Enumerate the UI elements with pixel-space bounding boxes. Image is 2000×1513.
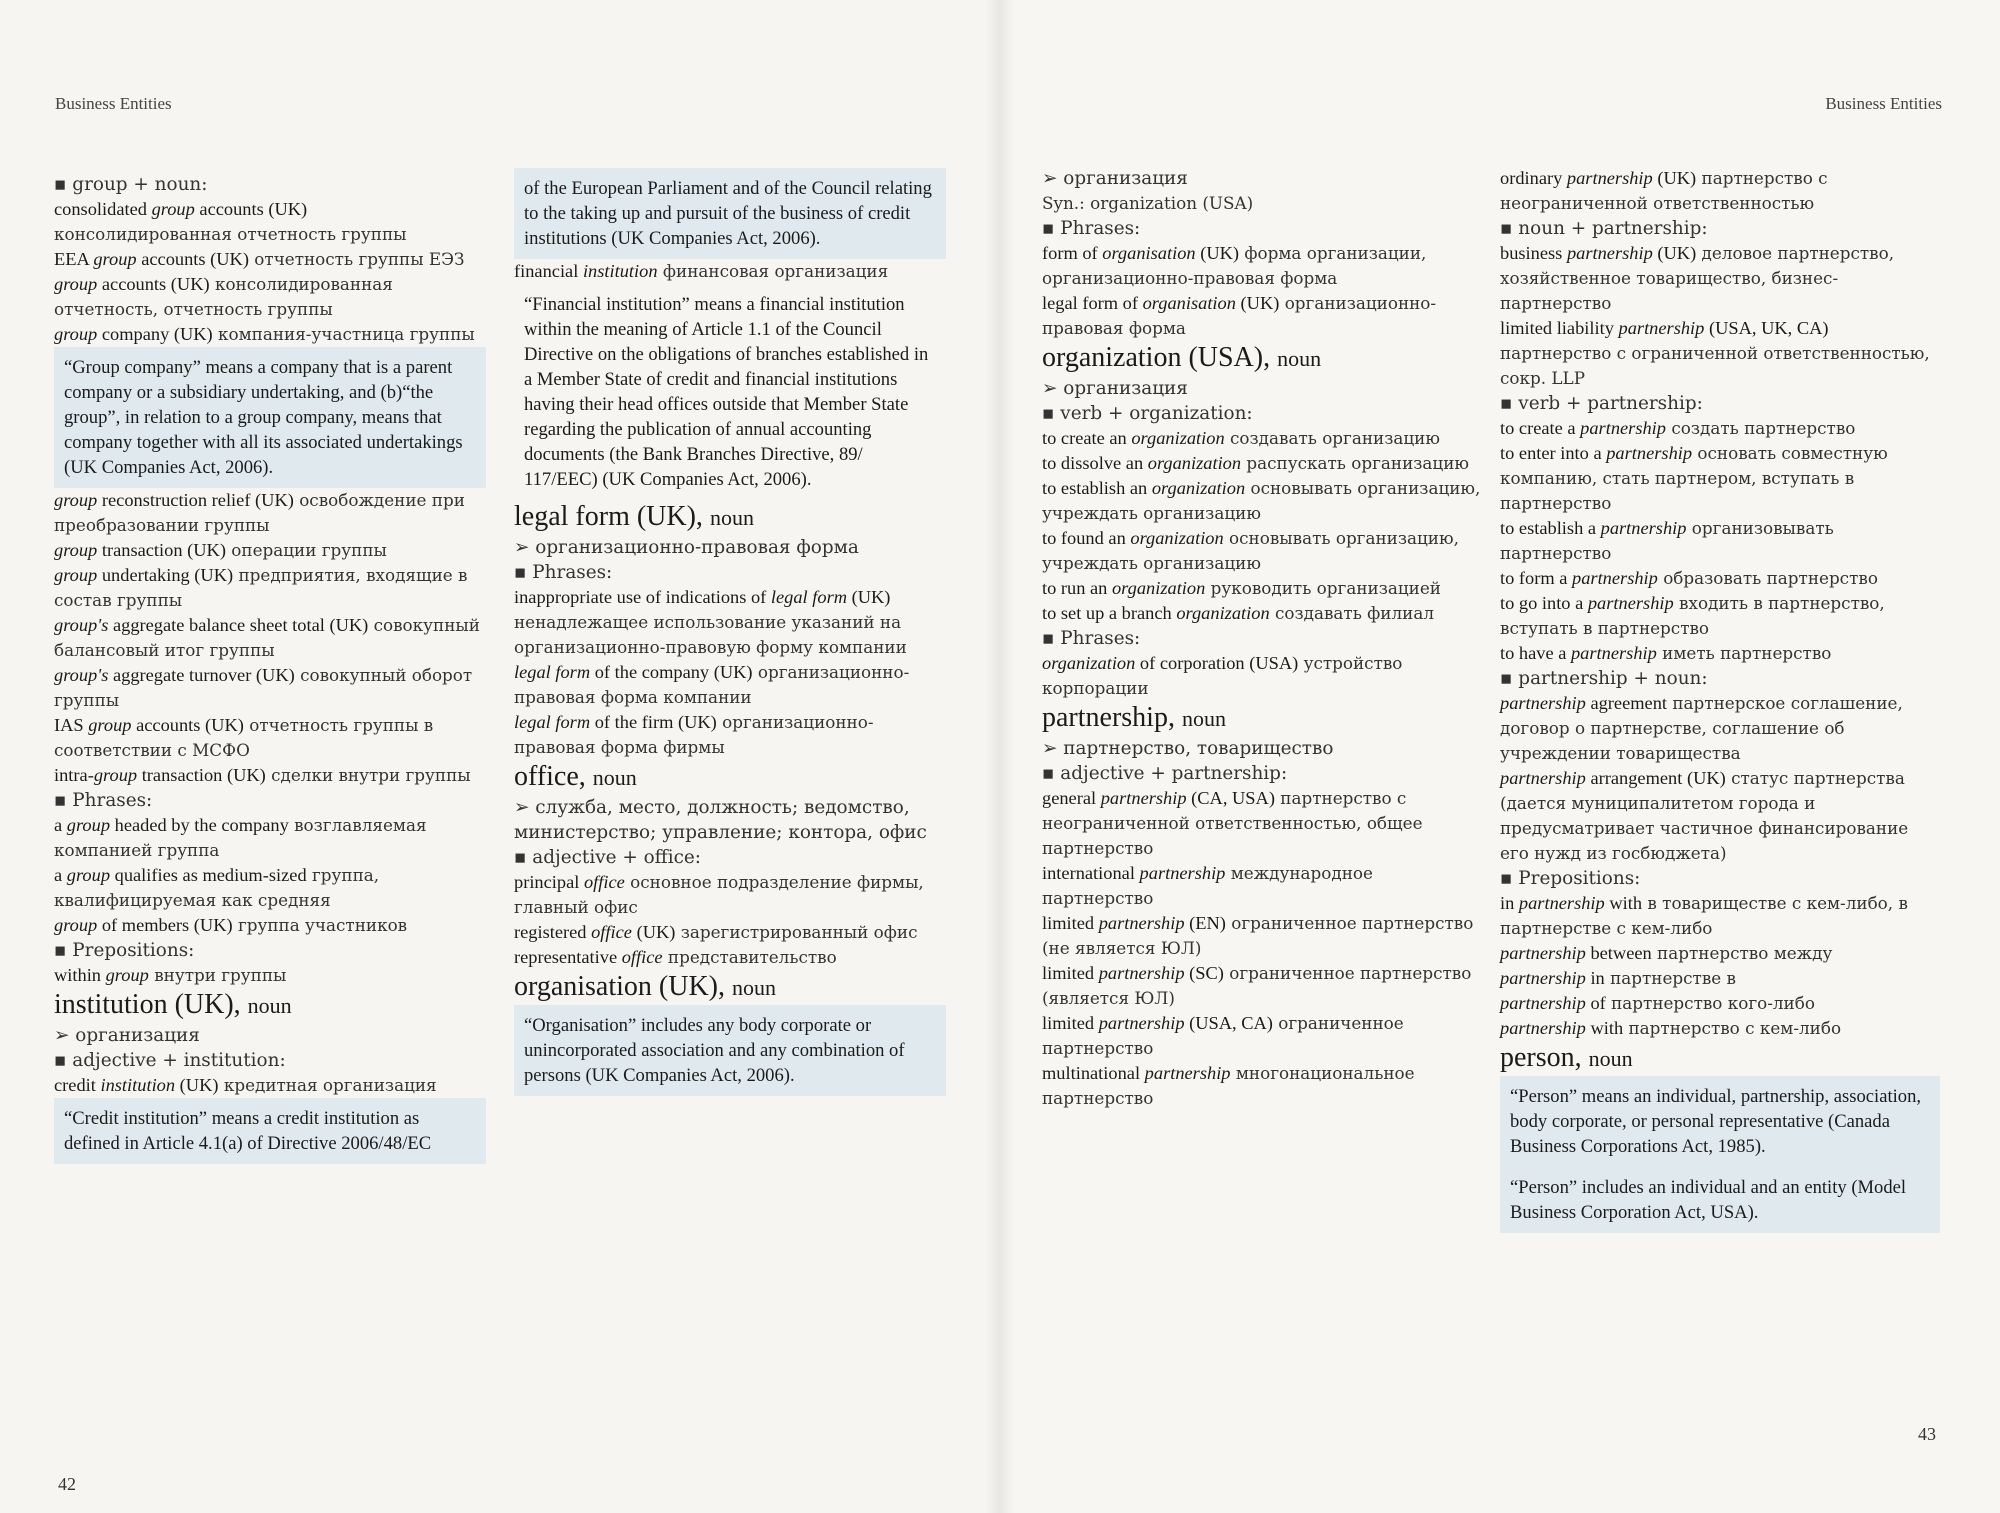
entry-russian: статус партнерства (дается муниципалитетом города и предусматривает частичное финансирование его нужд из госбюджета) xyxy=(1500,768,1909,863)
headword-text: partnership, xyxy=(1042,702,1175,733)
adj-office-block xyxy=(514,845,946,970)
part-of-speech: noun xyxy=(1277,346,1322,371)
dictionary-entry xyxy=(514,945,946,970)
headword-partnership xyxy=(1042,701,1482,736)
headword-organization-usa xyxy=(1042,341,1482,376)
entry-english: to go into a partnership xyxy=(1500,593,1674,613)
entry-english: partnership between xyxy=(1500,943,1652,963)
prepositions-label: ▪ Prepositions: xyxy=(54,940,195,961)
part-of-speech: noun xyxy=(709,505,754,530)
definition-box-person-2: “Person” includes an individual and an entity (Model Business Corporation Act, USA). xyxy=(1500,1167,1940,1233)
entry-english: limited partnership (EN) xyxy=(1042,913,1226,933)
entry-russian: создавать филиал xyxy=(1269,603,1435,623)
phrases-label: ▪ Phrases: xyxy=(1042,628,1141,649)
definition-box-group-company: “Group company” means a company that is a parent company or a subsidiary undertaking, and (b)“the group”, in relation to a group company, means that company together with all its associated undertakings (UK Companies Act, 2006). xyxy=(54,347,486,488)
dictionary-entry xyxy=(1500,891,1940,941)
dictionary-entry xyxy=(1500,991,1940,1016)
entry-russian: финансовая организация xyxy=(657,261,889,281)
column-2 xyxy=(514,168,946,1096)
entry-english: to enter into a partnership xyxy=(1500,443,1693,463)
headword-text: institution (UK), xyxy=(54,989,241,1020)
entry-english: limited liability partnership (USA, UK, CA) xyxy=(1500,318,1829,338)
entry-english: group company (UK) xyxy=(54,324,213,344)
dictionary-entry xyxy=(514,920,946,945)
entry-russian: партнерство с кем-либо xyxy=(1623,1018,1842,1038)
entry-russian: основывать организацию, учреждать организацию xyxy=(1042,478,1481,523)
entry-russian: возглавляемая компанией группа xyxy=(54,815,427,860)
entry-english: to have a partnership xyxy=(1500,643,1657,663)
dictionary-entry xyxy=(1042,651,1482,701)
column-4 xyxy=(1500,166,1940,1233)
entry-russian: партнерство с неограниченной ответственностью, общее партнерство xyxy=(1042,788,1423,858)
part-noun-block xyxy=(1500,666,1940,866)
entry-russian: деловое партнерство, хозяйственное товарищество, бизнес-партнерство xyxy=(1500,243,1895,313)
entry-russian: ограниченное партнерство (является ЮЛ) xyxy=(1042,963,1472,1008)
running-head-left: Business Entities xyxy=(55,94,172,113)
synonym: Syn.: organization (USA) xyxy=(1042,193,1254,213)
collocation-label: ▪ group + noun: xyxy=(54,174,208,195)
noun-part-block xyxy=(1500,216,1940,391)
dictionary-entry xyxy=(1500,591,1940,641)
entry-english: partnership in xyxy=(1500,968,1605,988)
entry-russian: организационно-правовая форма xyxy=(1042,293,1437,338)
collocation-label: ▪ adjective + partnership: xyxy=(1042,763,1288,784)
headword-text: legal form (UK), xyxy=(514,501,703,532)
entry-russian: сделки внутри группы xyxy=(265,765,471,785)
entry-english: limited partnership (SC) xyxy=(1042,963,1224,983)
entry-english: in partnership with xyxy=(1500,893,1643,913)
dictionary-entry xyxy=(1042,241,1482,291)
entry-list xyxy=(1500,416,1940,666)
dictionary-entry xyxy=(1500,766,1940,866)
entry-russian: партнерство с ограниченной ответственностью, сокр. LLP xyxy=(1500,343,1930,388)
entry-english: to establish a partnership xyxy=(1500,518,1687,538)
dictionary-entry xyxy=(1042,1011,1482,1061)
entry-russian: ограниченное партнерство xyxy=(1042,1013,1404,1058)
entry-english: group's aggregate balance sheet total (UK) xyxy=(54,615,369,635)
phrases-block xyxy=(54,788,486,938)
entry-russian: международное партнерство xyxy=(1042,863,1373,908)
collocation-label: ▪ noun + partnership: xyxy=(1500,218,1708,239)
dictionary-entry xyxy=(54,613,486,663)
collocation-label: ▪ verb + partnership: xyxy=(1500,393,1703,414)
dictionary-entry xyxy=(54,713,486,763)
entry-english: to create an organization xyxy=(1042,428,1225,448)
group-noun-block xyxy=(54,172,486,347)
entry-russian: отчетность группы в соответствии с МСФО xyxy=(54,715,434,760)
entry-russian: организационно-правовая форма фирмы xyxy=(514,712,874,757)
entry-list xyxy=(54,488,486,788)
dictionary-entry xyxy=(1500,241,1940,316)
entry-english: registered office (UK) xyxy=(514,922,676,942)
entry-russian: отчетность группы ЕЭЗ xyxy=(248,249,465,269)
entry-russian: партнерстве в xyxy=(1604,968,1737,988)
entry-english: partnership of xyxy=(1500,993,1606,1013)
entry-english: organization of corporation (USA) xyxy=(1042,653,1299,673)
entry-english: to found an organization xyxy=(1042,528,1224,548)
page-number-right: 43 xyxy=(1918,1424,1936,1444)
entry-russian: ненадлежащее использование указаний на организационно-правовую форму компании xyxy=(514,612,907,657)
dictionary-entry xyxy=(54,663,486,713)
part-of-speech: noun xyxy=(732,975,776,1000)
entry-english: general partnership (CA, USA) xyxy=(1042,788,1275,808)
entry-english: to create a partnership xyxy=(1500,418,1666,438)
running-head-right: Business Entities xyxy=(1825,94,1942,113)
entry-english: to set up a branch organization xyxy=(1042,603,1270,623)
entry-russian: образовать партнерство xyxy=(1657,568,1878,588)
definition-box-financial-institution: “Financial institution” means a financial institution within the meaning of Article 1.1 of the Council Directive on the obligations of branches established in a Member State of credit and financial institutions having their head offices outside that Member State regarding the publication of annual accounting documents (the Bank Branches Directive, 89/ 117/EEC) (UK Companies Act, 2006). xyxy=(524,294,929,490)
entry-russian: основное подразделение фирмы, главный офис xyxy=(514,872,924,917)
headword-text: organisation (UK), xyxy=(514,971,725,1002)
entry-list xyxy=(54,813,486,938)
dictionary-entry xyxy=(54,813,486,863)
entry-russian: представительство xyxy=(662,947,837,967)
entry-english: to dissolve an organization xyxy=(1042,453,1242,473)
dictionary-entry xyxy=(1042,601,1482,626)
translation: ➢ служба, место, должность; ведомство, министерство; управление; контора, офис xyxy=(514,797,927,843)
entry-russian: совокупный балансовый итог группы xyxy=(54,615,480,660)
dictionary-entry xyxy=(54,247,486,272)
entry-russian: зарегистрированный офис xyxy=(675,922,918,942)
entry-russian: создать партнерство xyxy=(1666,418,1856,438)
translation: ➢ организационно-правовая форма xyxy=(514,537,859,558)
prepositions-block xyxy=(54,938,486,988)
translation: ➢ организация xyxy=(54,1025,200,1046)
entry-english: EEA group accounts (UK) xyxy=(54,249,249,269)
entry-russian: основывать организацию, учреждать организацию xyxy=(1042,528,1459,573)
entry-russian: ограниченное партнерство (не является ЮЛ) xyxy=(1042,913,1474,958)
headword-text: person, xyxy=(1500,1042,1582,1073)
entry-english: within group xyxy=(54,965,149,985)
entry-english: form of organisation (UK) xyxy=(1042,243,1240,263)
headword-institution xyxy=(54,988,486,1023)
entry-english: inappropriate use of indications of legal form (UK) xyxy=(514,587,891,607)
dictionary-entry xyxy=(1042,961,1482,1011)
entry-russian: руководить организацией xyxy=(1205,578,1441,598)
right-page xyxy=(1000,0,2000,1513)
entry-english: group undertaking (UK) xyxy=(54,565,234,585)
entry-russian: группа, квалифицируемая как средняя xyxy=(54,865,380,910)
column-3 xyxy=(1042,166,1482,1111)
dictionary-entry xyxy=(1500,416,1940,441)
entry-english: group's aggregate turnover (UK) xyxy=(54,665,295,685)
dictionary-entry xyxy=(1042,476,1482,526)
entry-russian: партнерство между xyxy=(1651,943,1833,963)
headword-text: organization (USA), xyxy=(1042,342,1271,373)
prepositions-label: ▪ Prepositions: xyxy=(1500,868,1641,889)
entry-english: legal form of the company (UK) xyxy=(514,662,753,682)
entry-english: representative office xyxy=(514,947,663,967)
collocation-label: ▪ verb + organization: xyxy=(1042,403,1253,424)
dictionary-entry xyxy=(1500,691,1940,766)
part-of-speech: noun xyxy=(1181,706,1226,731)
dictionary-entry xyxy=(514,660,946,710)
dictionary-entry xyxy=(1500,1016,1940,1041)
ordinary-block xyxy=(1500,166,1940,216)
dictionary-entry xyxy=(54,1073,486,1098)
entry-russian: предприятия, входящие в состав группы xyxy=(54,565,468,610)
definition-box-continued: of the European Parliament and of the Council relating to the taking up and pursuit of the business of credit institutions (UK Companies Act, 2006). xyxy=(514,168,946,259)
entry-english: to form a partnership xyxy=(1500,568,1658,588)
phrases-label: ▪ Phrases: xyxy=(1042,218,1141,239)
entry-english: limited partnership (USA, CA) xyxy=(1042,1013,1273,1033)
fin-inst-line xyxy=(514,259,946,284)
entry-english: partnership arrangement (UK) xyxy=(1500,768,1726,788)
dictionary-entry xyxy=(1500,966,1940,991)
adj-part-block xyxy=(1042,761,1482,1111)
entry-list xyxy=(1042,426,1482,626)
adj-inst-block xyxy=(54,1048,486,1098)
entry-russian: входить в партнерство, вступать в партнерство xyxy=(1500,593,1885,638)
entry-english: financial institution xyxy=(514,261,658,281)
entry-english: partnership with xyxy=(1500,1018,1624,1038)
part-of-speech: noun xyxy=(247,993,292,1018)
entry-russian: освобождение при преобразовании группы xyxy=(54,490,465,535)
dictionary-entry xyxy=(54,563,486,613)
entry-list xyxy=(54,1073,486,1098)
entry-list xyxy=(514,870,946,970)
entry-list xyxy=(514,585,946,760)
dictionary-entry xyxy=(1500,316,1940,391)
entry-english: partnership agreement xyxy=(1500,693,1668,713)
dictionary-entry xyxy=(54,863,486,913)
entry-russian: группа участников xyxy=(232,915,408,935)
entry-english: to run an organization xyxy=(1042,578,1206,598)
dictionary-entry xyxy=(54,963,486,988)
dictionary-entry xyxy=(1042,451,1482,476)
entry-list xyxy=(1500,241,1940,391)
definition-box-credit-institution: “Credit institution” means a credit institution as defined in Article 4.1(a) of Directive 2006/48/EC xyxy=(54,1098,486,1164)
translation: ➢ партнерство, товарищество xyxy=(1042,738,1334,759)
entry-russian: консолидированная отчетность, отчетность группы xyxy=(54,274,393,319)
phrases-label: ▪ Phrases: xyxy=(54,790,153,811)
dictionary-entry xyxy=(1042,786,1482,861)
entry-english: group reconstruction relief (UK) xyxy=(54,490,294,510)
dictionary-entry xyxy=(514,710,946,760)
dictionary-entry xyxy=(1042,526,1482,576)
entry-russian: внутри группы xyxy=(148,965,287,985)
part-of-speech: noun xyxy=(592,765,637,790)
dictionary-entry xyxy=(514,870,946,920)
entry-list xyxy=(1500,691,1940,866)
group-more-block xyxy=(54,488,486,788)
entry-english: a group headed by the company xyxy=(54,815,289,835)
entry-english: intra-group transaction (UK) xyxy=(54,765,266,785)
translation: ➢ организация xyxy=(1042,378,1188,399)
entry-english: legal form of the firm (UK) xyxy=(514,712,717,732)
book-gutter xyxy=(985,0,1015,1513)
entry-list xyxy=(1042,651,1482,701)
legal-phrases-block xyxy=(514,560,946,760)
entry-english: a group qualifies as medium-sized xyxy=(54,865,307,885)
entry-russian: форма организации, организационно-правовая форма xyxy=(1042,243,1427,288)
entry-russian: компания-участница группы xyxy=(212,324,475,344)
dictionary-entry xyxy=(1042,291,1482,341)
dictionary-entry xyxy=(1042,426,1482,451)
entry-russian: устройство корпорации xyxy=(1042,653,1403,698)
entry-list xyxy=(1042,241,1482,341)
definition-box-organisation: “Organisation” includes any body corporate or unincorporated association and any combination of persons (UK Companies Act, 2006). xyxy=(514,1005,946,1096)
dictionary-entry xyxy=(54,763,486,788)
verb-org-block xyxy=(1042,401,1482,626)
dictionary-entry xyxy=(514,259,946,284)
entry-english: IAS group accounts (UK) xyxy=(54,715,244,735)
headword-legal-form xyxy=(514,500,946,535)
dictionary-entry xyxy=(54,272,486,322)
dictionary-entry xyxy=(1500,941,1940,966)
org-usa-phrases-block xyxy=(1042,626,1482,701)
headword-text: office, xyxy=(514,761,586,792)
dictionary-entry xyxy=(1042,861,1482,911)
dictionary-entry xyxy=(54,322,486,347)
entry-russian: организационно-правовая форма компании xyxy=(514,662,910,707)
entry-english: credit institution (UK) xyxy=(54,1075,219,1095)
entry-russian: многонациональное партнерство xyxy=(1042,1063,1415,1108)
dictionary-entry xyxy=(54,538,486,563)
dictionary-entry xyxy=(514,585,946,660)
entry-list xyxy=(1500,166,1940,216)
dictionary-entry xyxy=(1042,576,1482,601)
entry-russian: партнерство с неограниченной ответственностью xyxy=(1500,168,1828,213)
collocation-label: ▪ partnership + noun: xyxy=(1500,668,1708,689)
phrases-label: ▪ Phrases: xyxy=(514,562,613,583)
dictionary-entry xyxy=(1500,166,1940,216)
entry-russian: иметь партнерство xyxy=(1656,643,1832,663)
dictionary-entry xyxy=(54,197,486,247)
entry-english: group accounts (UK) xyxy=(54,274,210,294)
page-number-left: 42 xyxy=(58,1474,76,1494)
dictionary-entry xyxy=(1042,911,1482,961)
org-phrases-block xyxy=(1042,216,1482,341)
dictionary-entry xyxy=(1500,516,1940,566)
entry-english: ordinary partnership (UK) xyxy=(1500,168,1697,188)
entry-english: group transaction (UK) xyxy=(54,540,226,560)
part-of-speech: noun xyxy=(1588,1046,1633,1071)
entry-english: legal form of organisation (UK) xyxy=(1042,293,1280,313)
entry-russian: распускать организацию xyxy=(1241,453,1470,473)
collocation-label: ▪ adjective + office: xyxy=(514,847,701,868)
dictionary-entry xyxy=(1500,566,1940,591)
dictionary-entry xyxy=(54,488,486,538)
collocation-label: ▪ adjective + institution: xyxy=(54,1050,286,1071)
headword-office xyxy=(514,760,946,795)
entry-english: multinational partnership xyxy=(1042,1063,1231,1083)
entry-english: international partnership xyxy=(1042,863,1226,883)
headword-person xyxy=(1500,1041,1940,1076)
entry-russian: кредитная организация xyxy=(218,1075,437,1095)
entry-russian: консолидированная отчетность группы xyxy=(54,224,407,244)
headword-organisation-uk xyxy=(514,970,946,1005)
entry-russian: основать совместную компанию, стать партнером, вступать в партнерство xyxy=(1500,443,1888,513)
entry-list xyxy=(1042,786,1482,1111)
prep-part-block xyxy=(1500,866,1940,1041)
entry-russian: операции группы xyxy=(225,540,387,560)
dictionary-entry xyxy=(1042,1061,1482,1111)
verb-part-block xyxy=(1500,391,1940,666)
dictionary-entry xyxy=(1500,441,1940,516)
entry-russian: организовывать партнерство xyxy=(1500,518,1834,563)
entry-list xyxy=(54,197,486,347)
entry-list xyxy=(54,963,486,988)
entry-russian: партнерство кого-либо xyxy=(1605,993,1815,1013)
entry-russian: в товариществе с кем-либо, в партнерстве с кем-либо xyxy=(1500,893,1908,938)
entry-english: to establish an organization xyxy=(1042,478,1246,498)
entry-english: business partnership (UK) xyxy=(1500,243,1697,263)
entry-russian: создавать организацию xyxy=(1224,428,1440,448)
translation: ➢ организация xyxy=(1042,168,1188,189)
entry-english: principal office xyxy=(514,872,625,892)
definition-box-person-1: “Person” means an individual, partnership, association, body corporate, or personal representative (Canada Business Corporations Act, 1985). xyxy=(1500,1076,1940,1167)
dictionary-entry xyxy=(1500,641,1940,666)
entry-russian: совокупный оборот группы xyxy=(54,665,473,710)
entry-russian: партнерское соглашение, договор о партнерстве, соглашение об учреждении товарищества xyxy=(1500,693,1903,763)
column-1 xyxy=(54,172,486,1164)
entry-list xyxy=(1500,891,1940,1041)
dictionary-entry xyxy=(54,913,486,938)
entry-english: consolidated group accounts (UK) xyxy=(54,199,308,219)
entry-english: group of members (UK) xyxy=(54,915,233,935)
